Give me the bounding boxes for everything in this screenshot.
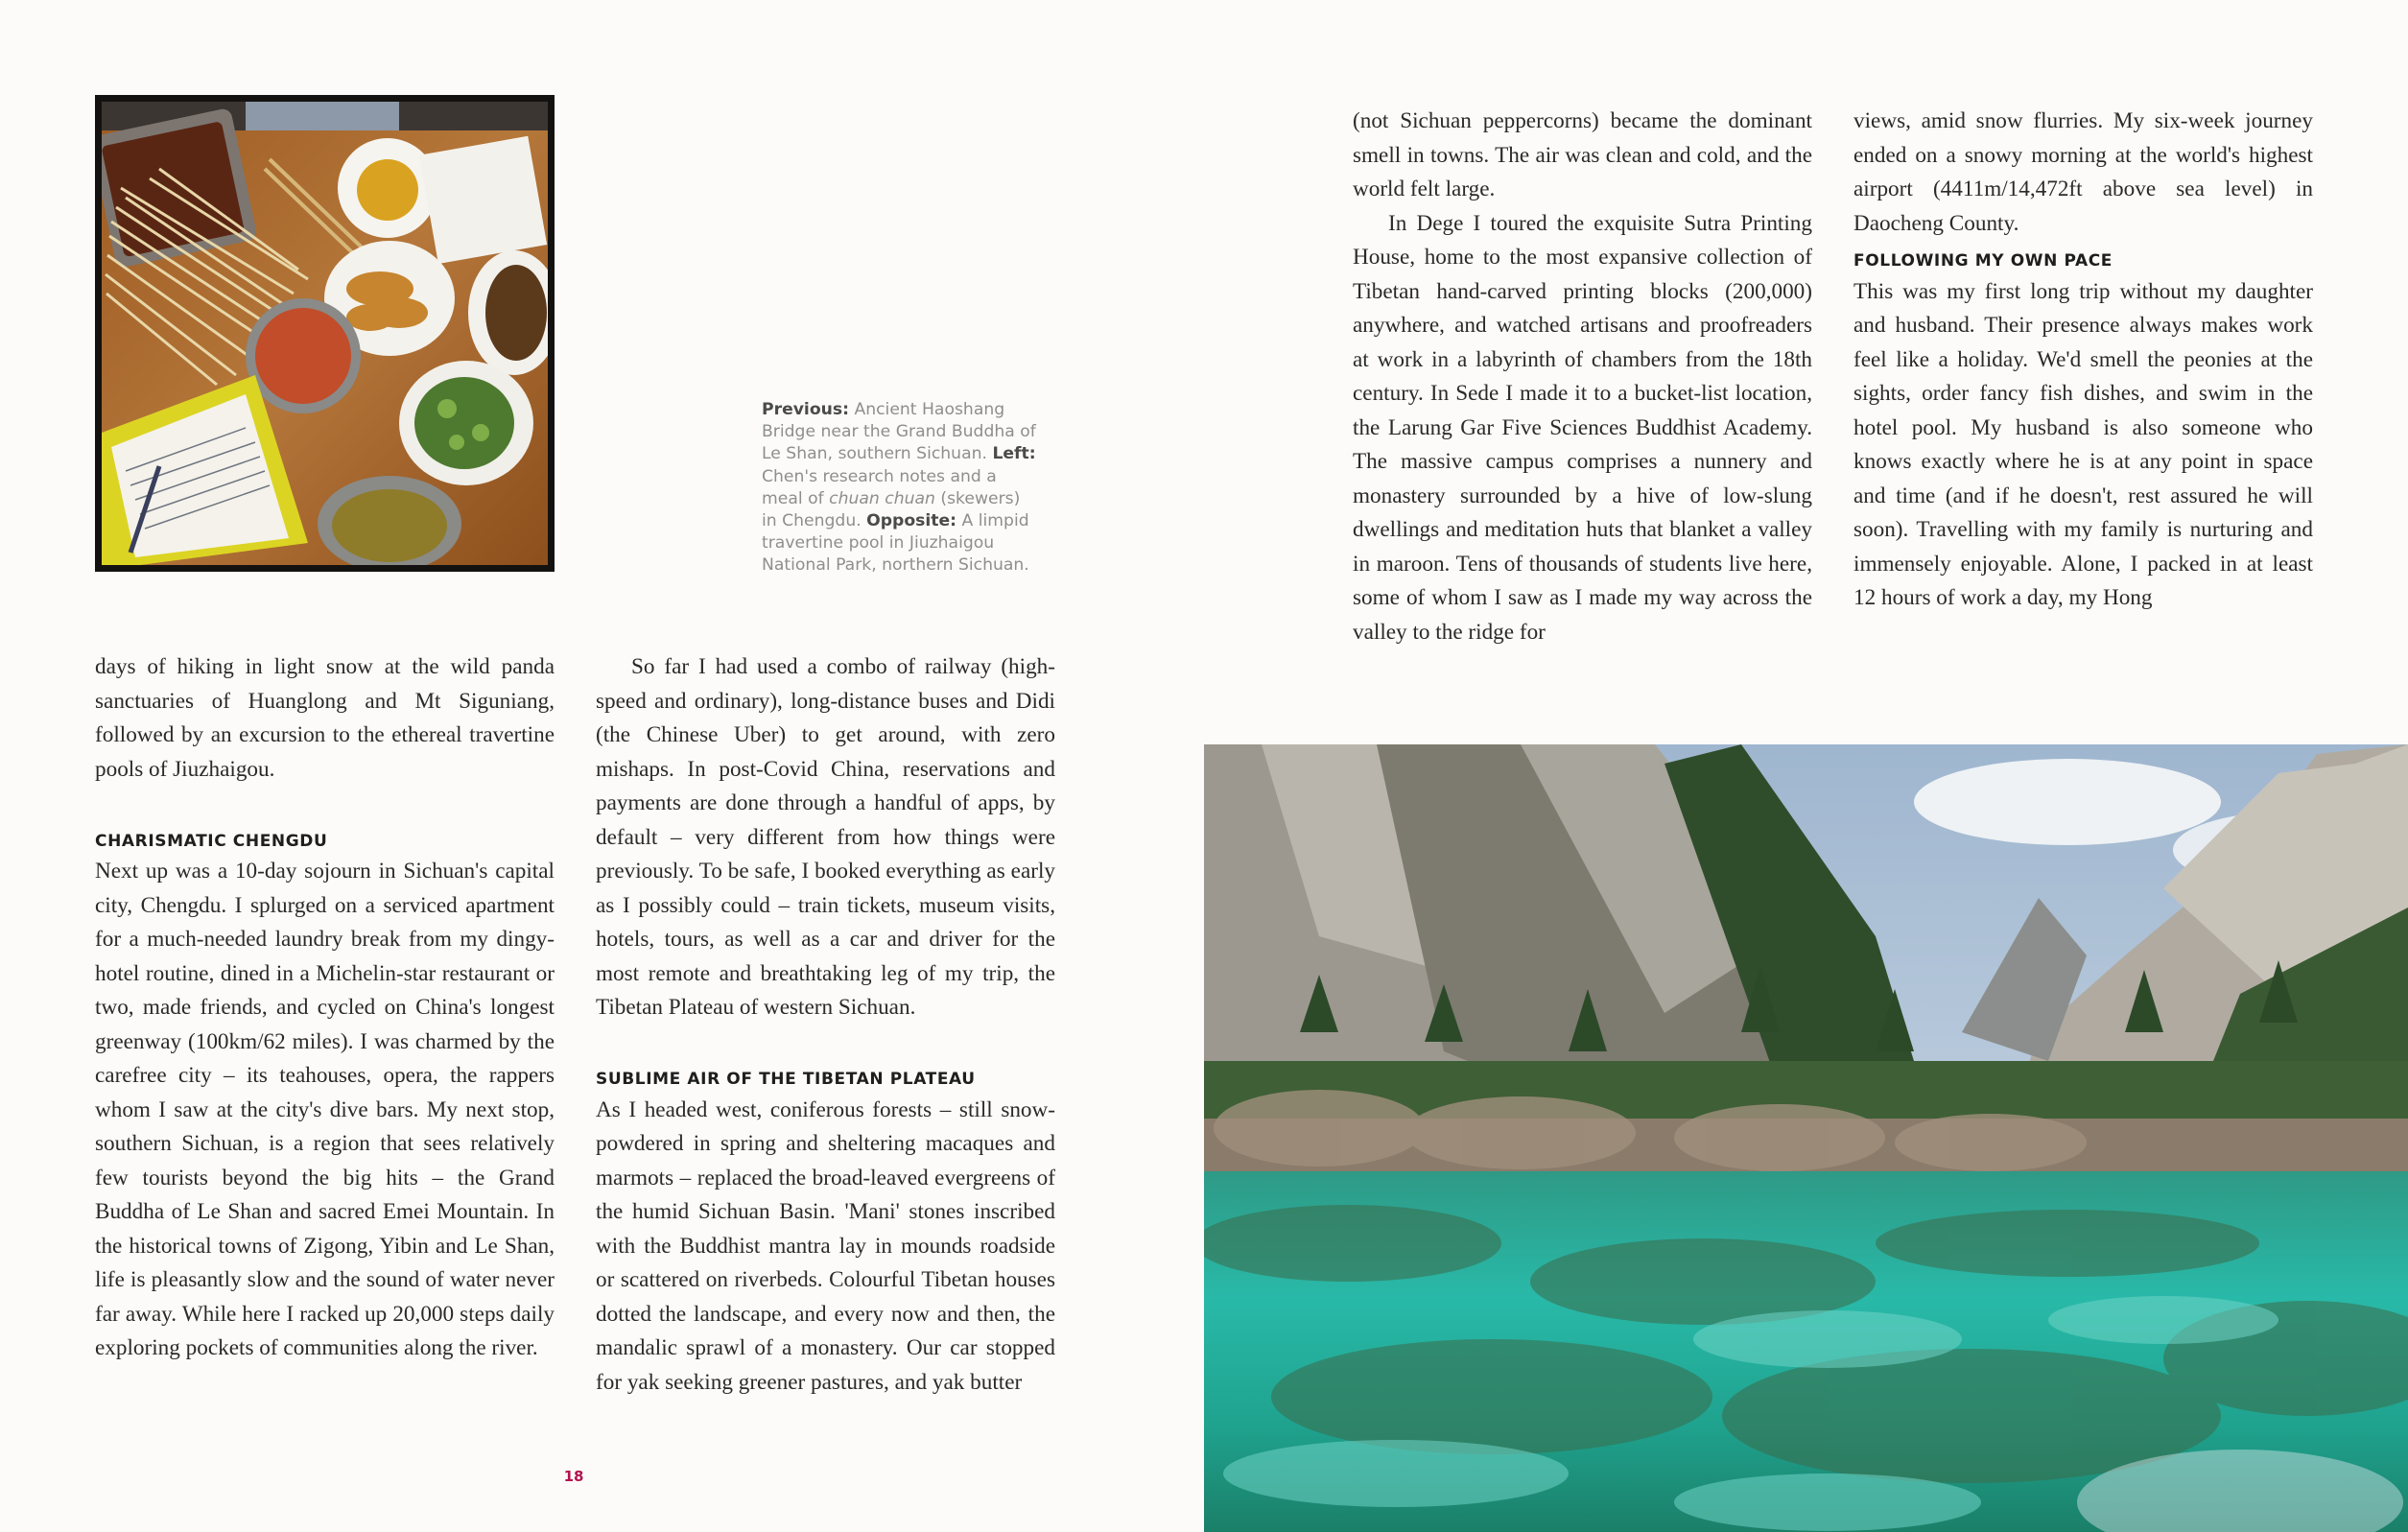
caption-left-italic: chuan chuan [829,488,935,508]
lake-photo [1204,744,2408,1532]
article-column-4 [1853,105,2313,616]
col3-paragraph-2: In Dege I toured the exquisite Sutra Printing House, home to the most expansive collection of Tibetan hand-carved printing blocks (200,000) anywhere, and watched artisans and proofreaders at work in a labyrinth of chambers from the 18th century. In Sede I made it to a bucket-list location, the Larung Gar Five Sciences Buddhist Academy. The massive campus comprises a nunnery and monastery surrounded by a hive of low-slung dwellings and meditation huts that blanket a valley in maroon. Tens of thousands of students live here, some of whom I saw as I made my way across the valley to the ridge for [1353,210,1812,645]
caption-opposite-label: Opposite: [866,511,957,531]
food-photo [95,95,555,572]
page-number: 18 [563,1468,584,1485]
col2-paragraph-2: As I headed west, coniferous forests – still snow-powdered in spring and sheltering macaques and marmots – replaced the broad-leaved evergreens of the humid Sichuan Basin. 'Mani' stones inscribed with the Buddhist mantra lay in mounds roadside or scattered on riverbeds. Colourful Tibetan houses dotted the landscape, and every now and then, the mandalic sprawl of a monastery. Our car stopped for yak seeking greener pastures, and yak butter [596,1096,1055,1395]
col2-section-heading: SUBLIME AIR OF THE TIBETAN PLATEAU [596,1070,976,1089]
article-column-1 [95,650,555,1366]
col1-section-heading: CHARISMATIC CHENGDU [95,831,328,851]
col1-paragraph-1: days of hiking in light snow at the wild panda sanctuaries of Huanglong and Mt Siguniang, followed by an excursion to the ethereal travertine pools of Jiuzhaigou. [95,654,555,782]
caption-left-text-end: (skewers) in Chengdu. [762,488,1021,531]
col4-paragraph-2: This was my first long trip without my daughter and husband. Their presence always makes work feel like a holiday. We'd smell the peonies at the sights, order fancy fish dishes, and swim in the hotel pool. My husband is also someone who knows exactly where he is at any point in space and time (and if he doesn't, rest assured he will soon). Travelling with my family is nurturing and immensely enjoyable. Alone, I packed in at least 12 hours of work a day, my Hong [1853,278,2313,610]
caption-left-text: Chen's research notes and a meal of [762,466,997,508]
caption-previous-text: Ancient Haoshang Bridge near the Grand Buddha of Le Shan, southern Sichuan. [762,400,1036,464]
caption-left-label: Left: [992,444,1036,464]
col3-paragraph-1: (not Sichuan peppercorns) became the dominant smell in towns. The air was clean and cold, and the world felt large. [1353,108,1812,201]
caption-opposite-text: A limpid travertine pool in Jiuzhaigou National Park, northern Sichuan. [762,511,1029,576]
col4-section-heading: FOLLOWING MY OWN PACE [1853,251,2113,271]
article-column-2 [596,650,1055,1400]
lake-photo-illustration [1204,744,2408,1532]
article-column-3 [1353,105,1812,649]
photo-caption [762,399,1040,577]
col2-paragraph-1: So far I had used a combo of railway (high-speed and ordinary), long-distance buses and Didi (the Chinese Uber) to get around, with zero mishaps. In post-Covid China, reservations and payments are done through a handful of apps, by default – very different from how things were previously. To be safe, I booked everything as early as I possibly could – train tickets, museum visits, hotels, tours, as well as a car and driver for the most remote and breathtaking leg of my trip, the Tibetan Plateau of western Sichuan. [596,654,1055,1020]
food-photo-illustration [102,102,548,565]
col1-paragraph-2: Next up was a 10-day sojourn in Sichuan's capital city, Chengdu. I splurged on a serviced apartment for a much-needed laundry break from my dingy-hotel routine, dined in a Michelin-star restaurant or two, made friends, and cycled on China's longest greenway (100km/62 miles). I was charmed by the carefree city – its teahouses, opera, the rappers whom I saw at the city's dive bars. My next stop, southern Sichuan, is a region that sees relatively few tourists beyond the big hits – the Grand Buddha of Le Shan and sacred Emei Mountain. In the historical towns of Zigong, Yibin and Le Shan, life is pleasantly slow and the sound of water never far away. While here I racked up 20,000 steps daily exploring pockets of communities along the river. [95,859,555,1360]
caption-previous-label: Previous: [762,400,849,419]
col4-paragraph-1: views, amid snow flurries. My six-week journey ended on a snowy morning at the world's highest airport (4411m/14,472ft above sea level) in Daocheng County. [1853,108,2313,236]
